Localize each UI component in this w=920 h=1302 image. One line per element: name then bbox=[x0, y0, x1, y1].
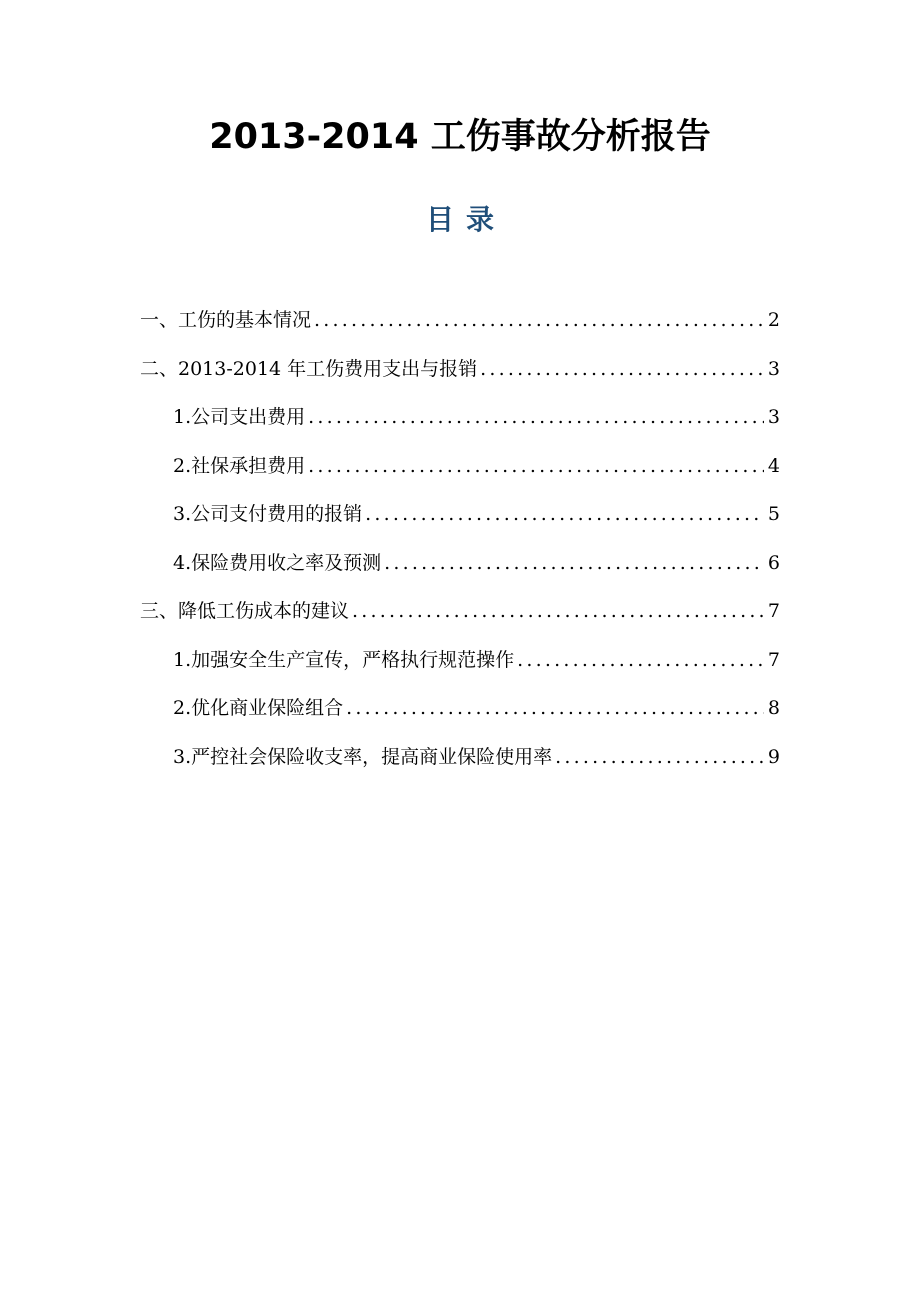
toc-entry-label: 3.公司支付费用的报销 bbox=[173, 503, 363, 525]
toc-entry-label: 2.社保承担费用 bbox=[173, 454, 306, 477]
toc-entry-label: 3.严控社会保险收支率，提高商业保险使用率 bbox=[173, 745, 553, 768]
toc-dot-leader bbox=[308, 445, 764, 487]
toc-entry[interactable] bbox=[140, 445, 780, 494]
toc-entry-label: 1.加强安全生产宣传，严格执行规范操作 bbox=[173, 648, 515, 671]
toc-entry[interactable] bbox=[140, 493, 780, 542]
toc-entry-label: 1.公司支出费用 bbox=[173, 406, 306, 428]
toc-entry[interactable] bbox=[140, 348, 780, 397]
toc-dot-leader bbox=[314, 299, 764, 341]
table-of-contents bbox=[140, 299, 780, 784]
toc-entry[interactable] bbox=[140, 396, 780, 445]
toc-entry-label: 2.优化商业保险组合 bbox=[173, 697, 344, 719]
toc-entry[interactable] bbox=[140, 542, 780, 591]
toc-dot-leader bbox=[384, 542, 764, 584]
toc-dot-leader bbox=[346, 687, 764, 729]
toc-entry-label: 三、降低工伤成本的建议 bbox=[140, 600, 350, 622]
document-title: 2013-2014 工伤事故分析报告 bbox=[209, 117, 711, 157]
toc-entry-label: 一、工伤的基本情况 bbox=[140, 309, 312, 331]
toc-page-number: 7 bbox=[767, 648, 780, 671]
toc-page-number: 6 bbox=[767, 551, 780, 574]
toc-page-number: 4 bbox=[767, 454, 780, 477]
toc-page-number: 5 bbox=[767, 503, 780, 525]
toc-dot-leader bbox=[480, 348, 764, 390]
toc-dot-leader bbox=[365, 493, 764, 535]
toc-entry[interactable] bbox=[140, 687, 780, 736]
toc-entry[interactable] bbox=[140, 299, 780, 348]
toc-page-number: 3 bbox=[767, 357, 780, 380]
toc-entry[interactable] bbox=[140, 639, 780, 688]
toc-dot-leader bbox=[352, 590, 764, 632]
toc-entry-label: 4.保险费用收之率及预测 bbox=[173, 551, 382, 574]
toc-dot-leader bbox=[308, 396, 764, 438]
toc-page-number: 2 bbox=[767, 309, 780, 331]
toc-entry-label: 二、2013-2014 年工伤费用支出与报销 bbox=[140, 357, 478, 380]
toc-page-number: 7 bbox=[767, 600, 780, 622]
toc-page-number: 8 bbox=[767, 697, 780, 719]
toc-page-number: 9 bbox=[767, 745, 780, 768]
toc-entry[interactable] bbox=[140, 736, 780, 785]
toc-dot-leader bbox=[517, 639, 764, 681]
toc-dot-leader bbox=[555, 736, 764, 778]
toc-page-number: 3 bbox=[767, 406, 780, 428]
toc-heading: 目录 bbox=[425, 203, 506, 236]
toc-entry[interactable] bbox=[140, 590, 780, 639]
